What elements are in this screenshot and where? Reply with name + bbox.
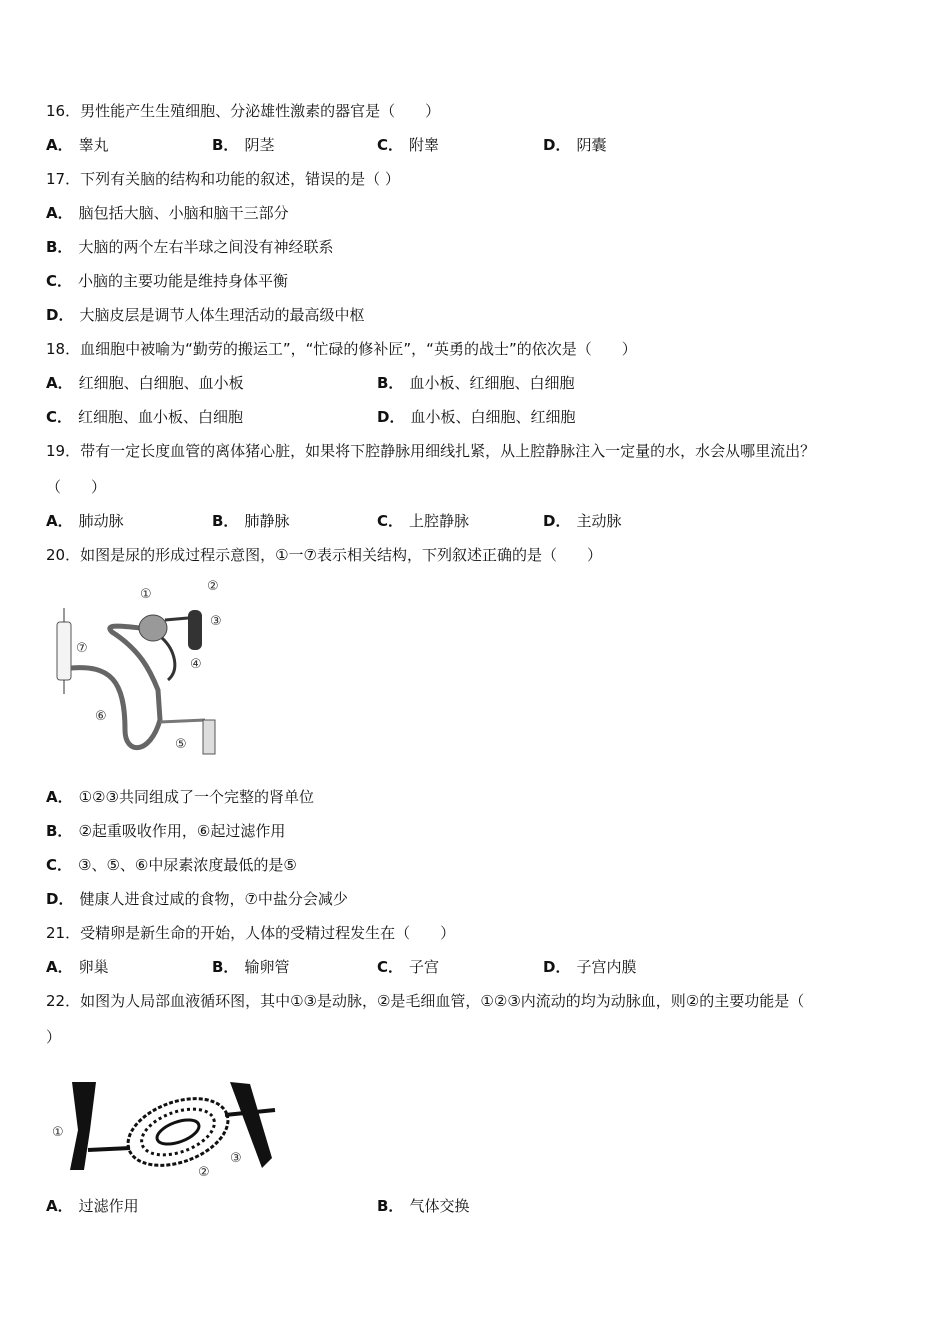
option-a[interactable]	[46, 373, 244, 393]
label-2: ②	[207, 579, 219, 594]
option-d[interactable]	[377, 407, 575, 427]
option-text: 睾丸	[78, 136, 109, 154]
collecting-duct	[57, 622, 71, 680]
option-label: B．	[377, 374, 404, 392]
option-label: B．	[212, 136, 239, 154]
option-label: B．	[212, 512, 239, 530]
option-label: D．	[46, 306, 74, 324]
option-text: 红细胞、血小板、白细胞	[78, 408, 244, 426]
option-text: 阴茎	[244, 136, 275, 154]
option-text: 附睾	[409, 136, 440, 154]
option-label: D．	[377, 408, 405, 426]
label-1: ①	[140, 587, 152, 602]
option-label: B．	[212, 958, 239, 976]
question-21-stem: 21．受精卵是新生命的开始，人体的受精过程发生在（ ）	[46, 924, 456, 942]
option-c[interactable]	[46, 855, 297, 875]
label-3: ③	[230, 1151, 242, 1166]
option-label: C．	[377, 958, 404, 976]
option-b[interactable]	[377, 373, 574, 393]
label-2: ②	[198, 1165, 210, 1180]
option-text: ②起重吸收作用，⑥起过滤作用	[78, 822, 286, 840]
question-18-stem: 18．血细胞中被喻为“勤劳的搬运工”，“忙碌的修补匠”，“英勇的战士”的依次是（ ）	[46, 340, 637, 358]
glomerulus	[139, 615, 167, 641]
option-c[interactable]	[46, 271, 288, 291]
option-text: 气体交换	[409, 1197, 470, 1215]
option-text: 上腔静脉	[409, 512, 470, 530]
label-3: ③	[210, 614, 222, 629]
question-16-stem: 16．男性能产生生殖细胞、分泌雄性激素的器官是（ ）	[46, 102, 441, 120]
option-text: 卵巢	[78, 958, 109, 976]
option-label: D．	[543, 512, 571, 530]
question-19-paren: （ ）	[46, 478, 107, 496]
option-a[interactable]	[46, 1196, 139, 1216]
tube-to-5	[160, 720, 205, 722]
option-label: C．	[377, 136, 404, 154]
question-19-stem: 19．带有一定长度血管的离体猪心脏，如果将下腔静脉用细线扎紧，从上腔静脉注入一定量的水，水会从哪里流出？	[46, 442, 816, 460]
option-text: 血小板、红细胞、白细胞	[409, 374, 575, 392]
option-d[interactable]	[46, 305, 364, 325]
urine-formation-diagram	[40, 570, 240, 770]
option-d[interactable]	[46, 889, 348, 909]
option-text: 子宫内膜	[576, 958, 637, 976]
blood-circulation-diagram	[40, 1070, 290, 1190]
vessel-3	[188, 610, 202, 650]
capillary-network-core	[154, 1115, 202, 1149]
option-text: 大脑皮层是调节人体生理活动的最高级中枢	[79, 306, 365, 324]
option-label: C．	[46, 408, 73, 426]
question-20-stem: 20．如图是尿的形成过程示意图，①一⑦表示相关结构，下列叙述正确的是（ ）	[46, 546, 602, 564]
option-c[interactable]	[377, 135, 439, 155]
option-text: 过滤作用	[78, 1197, 139, 1215]
option-b[interactable]	[212, 957, 289, 977]
option-text: 主动脉	[576, 512, 622, 530]
option-label: B．	[46, 238, 73, 256]
option-text: ③、⑤、⑥中尿素浓度最低的是⑤	[78, 856, 297, 874]
arteriole	[88, 1148, 130, 1150]
option-a[interactable]	[46, 957, 109, 977]
option-label: A．	[46, 788, 73, 806]
capillary-network-inner	[135, 1100, 220, 1164]
question-22-paren: ）	[46, 1028, 62, 1046]
option-d[interactable]	[543, 957, 636, 977]
option-label: C．	[377, 512, 404, 530]
option-b[interactable]	[46, 821, 285, 841]
label-4: ④	[190, 657, 202, 672]
option-a[interactable]	[46, 203, 289, 223]
label-5: ⑤	[175, 737, 187, 752]
option-text: 健康人进食过咸的食物，⑦中盐分会减少	[79, 890, 348, 908]
option-text: 肺静脉	[244, 512, 290, 530]
vein-5	[203, 720, 215, 754]
option-b[interactable]	[377, 1196, 469, 1216]
option-text: ①②③共同组成了一个完整的肾单位	[78, 788, 314, 806]
option-label: C．	[46, 856, 73, 874]
option-label: A．	[46, 374, 73, 392]
option-label: A．	[46, 1197, 73, 1215]
option-a[interactable]	[46, 787, 314, 807]
option-label: A．	[46, 958, 73, 976]
capillary-network	[119, 1086, 237, 1178]
option-b[interactable]	[46, 237, 333, 257]
option-text: 血小板、白细胞、红细胞	[410, 408, 576, 426]
option-text: 脑包括大脑、小脑和脑干三部分	[78, 204, 289, 222]
option-label: B．	[377, 1197, 404, 1215]
option-text: 大脑的两个左右半球之间没有神经联系	[78, 238, 334, 256]
option-text: 小脑的主要功能是维持身体平衡	[78, 272, 289, 290]
option-d[interactable]	[543, 511, 621, 531]
question-22-stem: 22．如图为人局部血液循环图，其中①③是动脉，②是毛细血管，①②③内流动的均为动脉血，则②的主要功能是（	[46, 992, 805, 1010]
option-label: A．	[46, 204, 73, 222]
option-a[interactable]	[46, 135, 109, 155]
option-d[interactable]	[543, 135, 606, 155]
option-label: D．	[46, 890, 74, 908]
artery-1	[70, 1082, 96, 1170]
option-b[interactable]	[212, 511, 289, 531]
label-1: ①	[52, 1125, 64, 1140]
option-label: B．	[46, 822, 73, 840]
option-c[interactable]	[377, 511, 469, 531]
option-c[interactable]	[377, 957, 439, 977]
option-text: 子宫	[409, 958, 440, 976]
label-7: ⑦	[76, 641, 88, 656]
option-label: C．	[46, 272, 73, 290]
option-text: 肺动脉	[78, 512, 124, 530]
question-17-stem: 17．下列有关脑的结构和功能的叙述，错误的是（ ）	[46, 170, 400, 188]
option-label: A．	[46, 136, 73, 154]
label-6: ⑥	[95, 709, 107, 724]
option-text: 红细胞、白细胞、血小板	[78, 374, 244, 392]
option-label: D．	[543, 958, 571, 976]
option-label: A．	[46, 512, 73, 530]
option-a[interactable]	[46, 511, 124, 531]
option-b[interactable]	[212, 135, 274, 155]
option-c[interactable]	[46, 407, 243, 427]
option-label: D．	[543, 136, 571, 154]
option-text: 输卵管	[244, 958, 290, 976]
option-text: 阴囊	[576, 136, 607, 154]
